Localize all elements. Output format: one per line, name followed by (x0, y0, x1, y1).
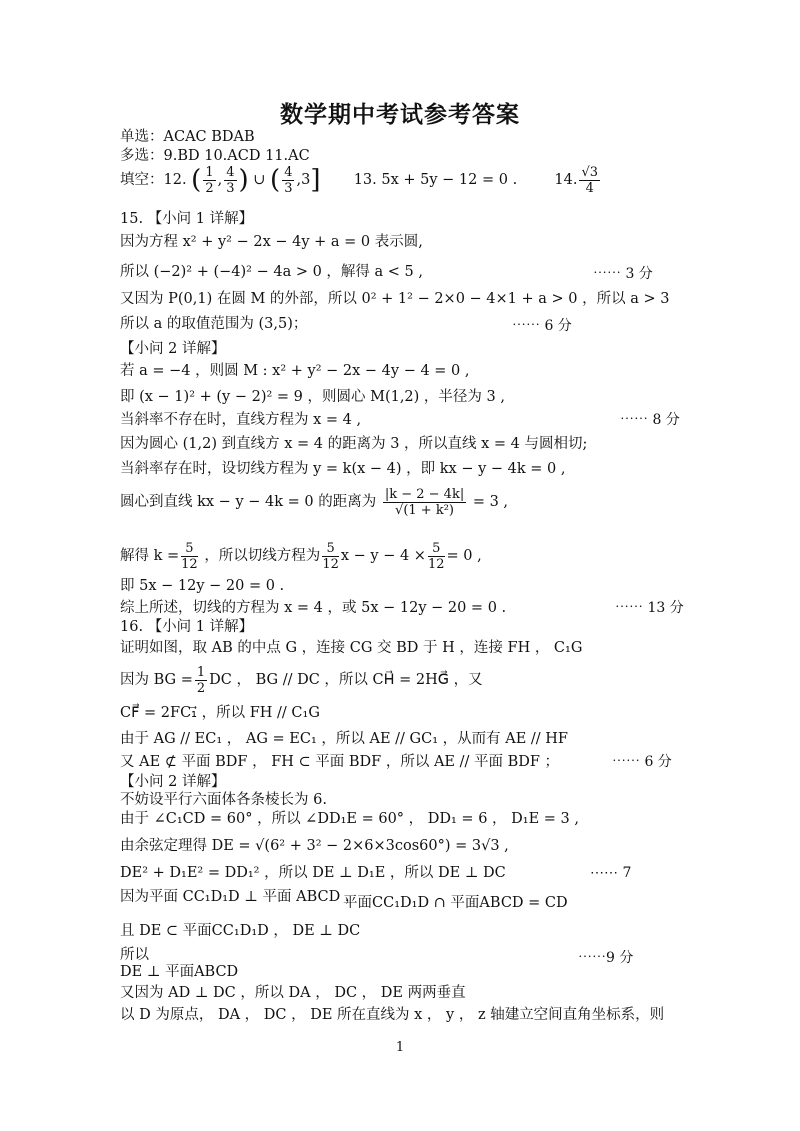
fill-blank-answers: 填空：12. ( $\frac{1}{2}$ , $\frac{4}{3}$ ) ∪ ( $\frac{4}{3}$ ,3] 13. 5x + 5y − 12 = 0 . 14. $\frac{√3}{4}$ (120, 164, 599, 196)
text-line: 又因为 P(0,1) 在圆 M 的外部，所以 0² + 1² − 2×0 − 4×1 + a > 0 ，所以 a > 3 (120, 291, 670, 307)
text-line: 所以 (120, 947, 149, 963)
fraction: $\frac{1}{2}$ (205, 164, 214, 196)
score-mark: ⋯⋯ 8 分 (620, 412, 680, 428)
text-line: 因为平面 CC₁D₁D ⊥ 平面 ABCD ， (120, 889, 360, 905)
score-mark: ⋯⋯9 分 (578, 950, 634, 966)
text-line: 又因为 AD ⊥ DC ，所以 DA ， DC ， DE 两两垂直 (120, 985, 466, 1001)
text-line: 若 a = −4 ，则圆 M : x² + y² − 2x − 4y − 4 = 0 , (120, 363, 470, 379)
text-line: 当斜率不存在时，直线方程为 x = 4 , (120, 412, 362, 428)
text-line: 由于 ∠C₁CD = 60° ，所以 ∠DD₁E = 60° ， DD₁ = 6 ， D₁E = 3 , (120, 811, 579, 827)
union-symbol: ∪ (253, 172, 266, 188)
text-line: 平面CC₁D₁D ∩ 平面ABCD = CD (343, 895, 568, 911)
text-line: 因为圆心 (1,2) 到直线方 x = 4 的距离为 3 ，所以直线 x = 4 与圆相切; (120, 436, 588, 452)
vector-line: 因为 BG = $\frac{1}{2}$ DC ， BG // DC ，所以 CH⃗ = 2HG⃗ ，又 (120, 664, 483, 696)
multi-choice-answers: 多选：9.BD 10.ACD 11.AC (120, 148, 310, 164)
text-line: 不妨设平行六面体各条棱长为 6. (120, 792, 327, 808)
text-line: 因为方程 x² + y² − 2x − 4y + a = 0 表示圆, (120, 234, 423, 250)
fraction: $\frac{5}{12}$ (181, 540, 198, 572)
score-mark: ⋯⋯ 6 分 (512, 318, 572, 334)
tangent-slope-line: 解得 k = $\frac{5}{12}$ ，所以切线方程为 $\frac{5}{12}$ x − y − 4 × $\frac{5}{12}$ = 0 , (120, 540, 482, 572)
score-mark: ⋯⋯ 13 分 (615, 600, 684, 616)
text-line: DE ⊥ 平面ABCD (120, 964, 239, 980)
text-line: 综上所述，切线的方程为 x = 4 ，或 5x − 12y − 20 = 0 . (120, 600, 507, 616)
page-title: 数学期中考试参考答案 (280, 101, 520, 128)
text-line: 由于 AG // EC₁ ， AG = EC₁ ，所以 AE // GC₁ ，从而有 AE // HF (120, 731, 568, 747)
text-line: 当斜率存在时，设切线方程为 y = k(x − 4) ，即 kx − y − 4k = 0 , (120, 461, 566, 477)
answer-13: 13. 5x + 5y − 12 = 0 . (353, 172, 518, 188)
text-line: 即 5x − 12y − 20 = 0 . (120, 578, 285, 594)
score-mark: ⋯⋯ 7 (590, 865, 632, 881)
text-line: 证明如图，取 AB 的中点 G ，连接 CG 交 BD 于 H ，连接 FH ， C₁G (120, 640, 583, 656)
fraction: $\frac{4}{3}$ (284, 164, 293, 196)
section-heading: 16. 【小问 1 详解】 (120, 619, 254, 635)
text-line: 由余弦定理得 DE = √(6² + 3² − 2×6×3cos60°) = 3√3 , (120, 838, 509, 854)
text-line: 所以 a 的取值范围为 (3,5)； (120, 316, 308, 332)
text-line: 且 DE ⊂ 平面CC₁D₁D ， DE ⊥ DC (120, 923, 361, 939)
section-heading: 【小问 2 详解】 (120, 774, 226, 790)
distance-formula-line: 圆心到直线 kx − y − 4k = 0 的距离为 $\frac{|k - 2 - 4k|}{\text{√(1 + k²)}}$ = 3 , (120, 486, 509, 518)
text-line: CF⃗ = 2FC₁⃗ ，所以 FH // C₁G (120, 705, 320, 721)
section-heading: 【小问 2 详解】 (120, 341, 226, 357)
score-mark: ⋯⋯ 3 分 (593, 266, 653, 282)
fraction: $\frac{√3}{4}$ (581, 164, 599, 196)
text-line: 即 (x − 1)² + (y − 2)² = 9 ，则圆心 M(1,2) ，半径为 3 , (120, 389, 505, 405)
score-mark: ⋯⋯ 6 分 (612, 754, 672, 770)
text-line: 以 D 为原点， DA ， DC ， DE 所在直线为 x ， y ， z 轴建立空间直角坐标系，则 (120, 1007, 665, 1023)
fraction: $\frac{1}{2}$ (196, 664, 206, 696)
text-line: 又 AE ⊄ 平面 BDF ， FH ⊂ 平面 BDF ，所以 AE // 平面 BDF ； (120, 754, 560, 770)
single-choice-answers: 单选：ACAC BDAB (120, 129, 255, 145)
fraction: $\frac{|k - 2 - 4k|}{\text{√(1 + k²)}}$ (384, 486, 465, 518)
section-heading: 15. 【小问 1 详解】 (120, 211, 254, 227)
fraction: $\frac{5}{12}$ (322, 540, 339, 572)
fraction: $\frac{5}{12}$ (427, 540, 445, 572)
text-line: 所以 (−2)² + (−4)² − 4a > 0 ，解得 a < 5 , (120, 264, 423, 280)
answer-14-label: 14. (554, 172, 578, 188)
fill-blank-label: 填空：12. (120, 172, 187, 188)
page-number: 1 (395, 1040, 405, 1055)
text-line: DE² + D₁E² = DD₁² ，所以 DE ⊥ D₁E ，所以 DE ⊥ DC (120, 865, 506, 881)
fraction: $\frac{4}{3}$ (226, 164, 235, 196)
